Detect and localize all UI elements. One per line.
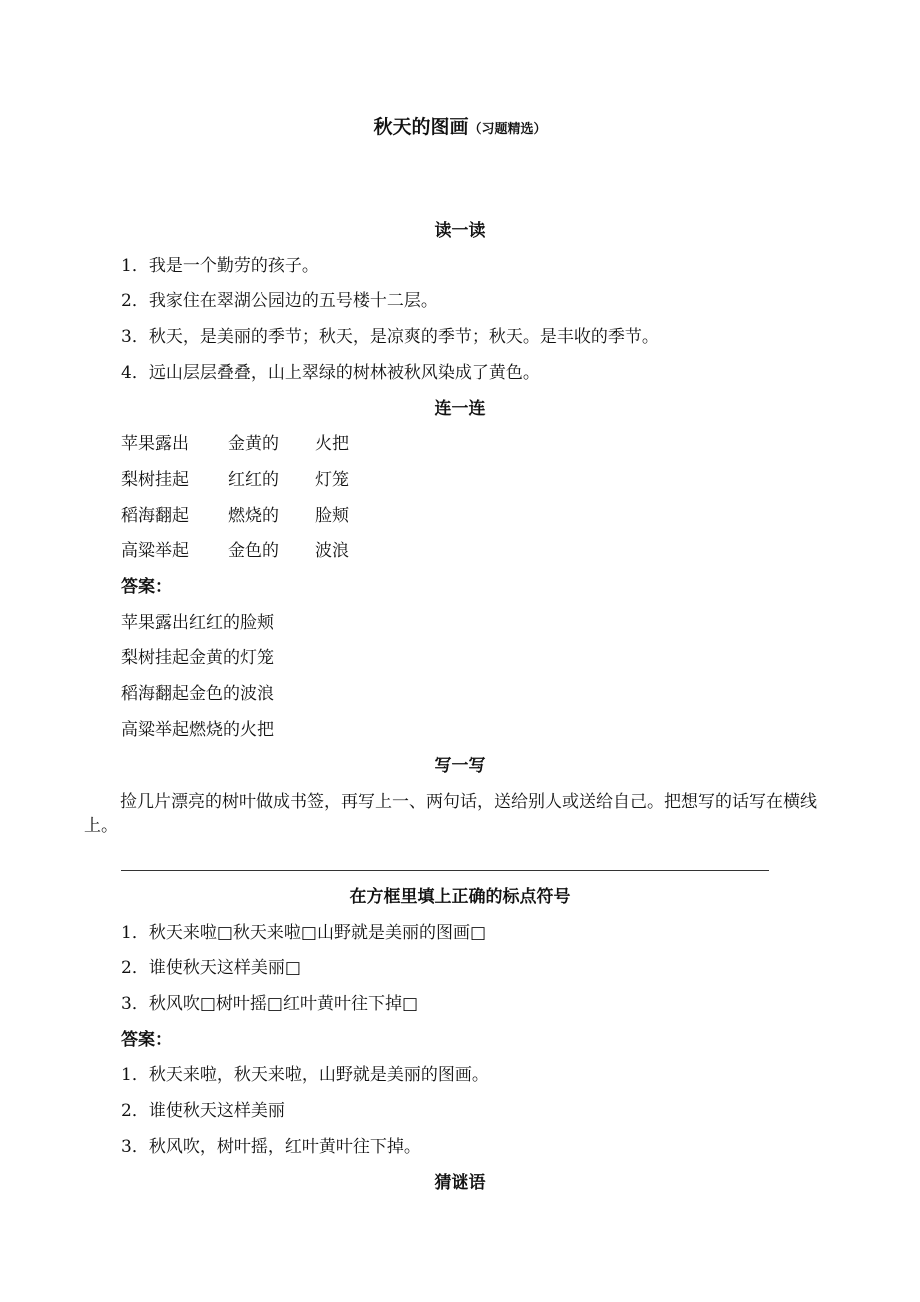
connect-row-3-subject: 稻海翻起 bbox=[121, 506, 189, 526]
read-item-1: 1．我是一个勤劳的孩子。 bbox=[121, 256, 319, 276]
section-heading-connect: 连一连 bbox=[434, 399, 486, 419]
connect-row-4-subject: 高粱举起 bbox=[121, 541, 189, 561]
connect-row-2-subject: 梨树挂起 bbox=[121, 470, 189, 490]
page-title bbox=[0, 112, 920, 139]
read-item-3: 3．秋天，是美丽的季节；秋天，是凉爽的季节；秋天。是丰收的季节。 bbox=[121, 327, 659, 347]
punctuation-item-1: 1．秋天来啦□秋天来啦□山野就是美丽的图画□ bbox=[121, 923, 487, 943]
section-heading-read: 读一读 bbox=[434, 221, 486, 241]
title-text: 秋天的图画 bbox=[373, 116, 469, 138]
connect-answer-2: 梨树挂起金黄的灯笼 bbox=[121, 648, 274, 668]
title-note: （习题精选） bbox=[468, 122, 547, 137]
connect-row-1-adjective: 金黄的 bbox=[228, 434, 279, 454]
section-heading-punctuation: 在方框里填上正确的标点符号 bbox=[349, 887, 571, 907]
punctuation-item-3: 3．秋风吹□树叶摇□红叶黄叶往下掉□ bbox=[121, 994, 419, 1014]
connect-row-4-noun: 波浪 bbox=[315, 541, 349, 561]
connect-row-2-noun: 灯笼 bbox=[315, 470, 349, 490]
punctuation-answer-1: 1．秋天来啦，秋天来啦，山野就是美丽的图画。 bbox=[121, 1065, 489, 1085]
punctuation-item-2: 2．谁使秋天这样美丽□ bbox=[121, 958, 301, 978]
section-heading-write: 写一写 bbox=[434, 756, 486, 776]
connect-answer-3: 稻海翻起金色的波浪 bbox=[121, 684, 274, 704]
connect-row-3-adjective: 燃烧的 bbox=[228, 506, 279, 526]
punctuation-answer-3: 3．秋风吹，树叶摇，红叶黄叶往下掉。 bbox=[121, 1137, 421, 1157]
write-instruction: 捡几片漂亮的树叶做成书签，再写上一、两句话，送给别人或送给自己。把想写的话写在横线上。 bbox=[84, 792, 817, 836]
section-heading-riddle: 猜谜语 bbox=[434, 1173, 486, 1193]
read-item-4: 4．远山层层叠叠，山上翠绿的树林被秋风染成了黄色。 bbox=[121, 363, 540, 383]
connect-row-1-subject: 苹果露出 bbox=[121, 434, 189, 454]
connect-row-2-adjective: 红红的 bbox=[228, 470, 279, 490]
punctuation-answer-label: 答案： bbox=[121, 1030, 172, 1050]
read-item-2: 2．我家住在翠湖公园边的五号楼十二层。 bbox=[121, 291, 438, 311]
connect-answer-1: 苹果露出红红的脸颊 bbox=[121, 613, 274, 633]
answer-line bbox=[121, 870, 769, 871]
connect-row-1-noun: 火把 bbox=[315, 434, 349, 454]
connect-row-4-adjective: 金色的 bbox=[228, 541, 279, 561]
punctuation-answer-2: 2．谁使秋天这样美丽 bbox=[121, 1101, 285, 1121]
connect-answer-label: 答案： bbox=[121, 577, 172, 597]
connect-answer-4: 高粱举起燃烧的火把 bbox=[121, 720, 274, 740]
connect-row-3-noun: 脸颊 bbox=[315, 506, 349, 526]
